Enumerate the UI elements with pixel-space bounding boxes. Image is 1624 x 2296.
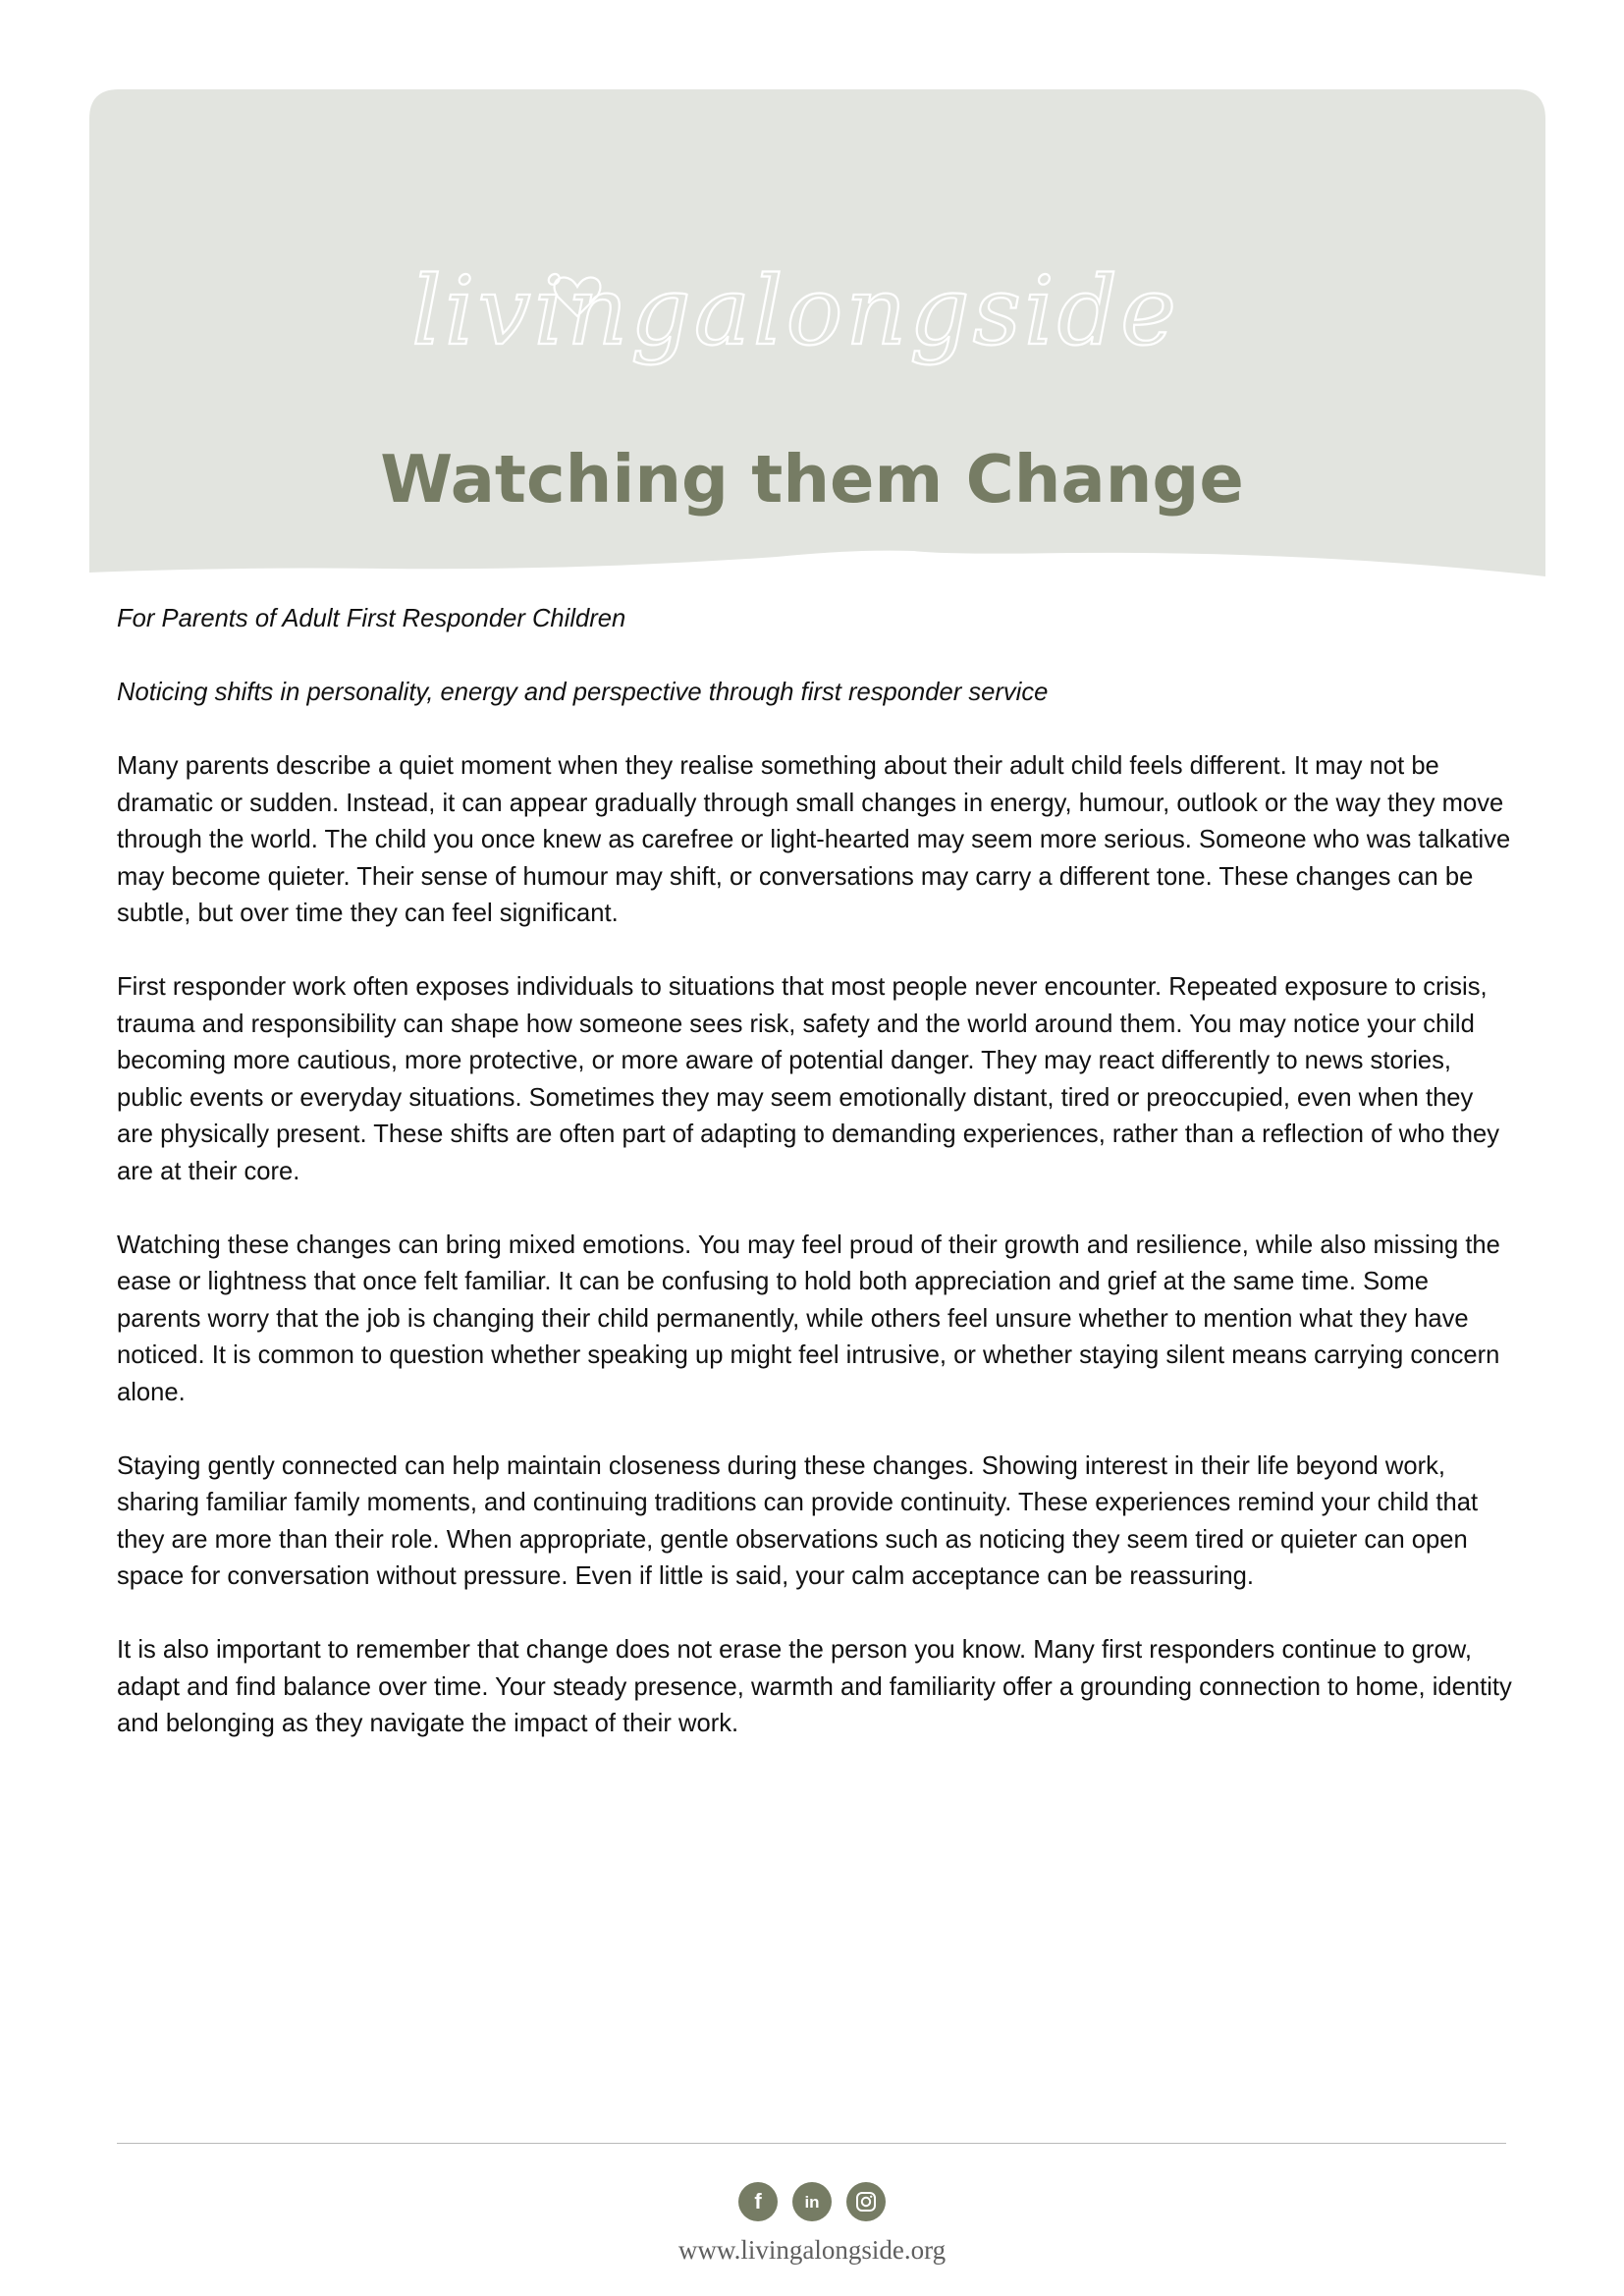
body-paragraph: Staying gently connected can help maintain closeness during these changes. Showing interest in their life beyond work, sharing familiar family moments, and continuing traditions can provide continuity. These experiences remind your child that they are more than their role. When appropriate, gentle observations such as noticing they seem tired or quieter can open space for conversation without pressure. Even if little is said, your calm acceptance can be reassuring. — [117, 1451, 1479, 1590]
document-tagline: Noticing shifts in personality, energy and perspective through first responder service — [117, 679, 1049, 706]
facebook-icon[interactable] — [738, 2182, 778, 2221]
linkedin-glyph: in — [804, 2192, 820, 2212]
page-title: Watching them Change — [380, 441, 1244, 518]
svg-text:livingalongside: livingalongside — [411, 256, 1179, 366]
body-paragraph: Many parents describe a quiet moment when they realise something about their adult child feels different. It may not be dramatic or sudden. Instead, it can appear gradually through small changes in energy, humour, outlook or the way they move through the world. The child you once knew as carefree or light-hearted may seem more serious. Someone who was talkative may become quieter. Their sense of humour may shift, or conversations may carry a different tone. These changes can be subtle, but over time they can feel significant. — [117, 752, 1511, 927]
body-paragraph: First responder work often exposes individuals to situations that most people never encounter. Repeated exposure to crisis, trauma and responsibility can shape how someone sees risk, safety and the world around them. You may notice your child becoming more cautious, more protective, or more aware of potential danger. They may react differently to news stories, public events or everyday situations. Sometimes they may seem emotionally distant, tired or preoccupied, even when they are physically present. These shifts are often part of adapting to demanding experiences, rather than a reflection of who they are at their core. — [117, 973, 1500, 1185]
body-paragraph: It is also important to remember that change does not erase the person you know. Many first responders continue to grow, adapt and find balance over time. Your steady presence, warmth and familiarity offer a grounding connection to home, identity and belonging as they navigate the impact of their work. — [117, 1636, 1512, 1737]
linkedin-icon[interactable] — [792, 2182, 832, 2221]
document-subtitle: For Parents of Adult First Responder Children — [117, 605, 626, 632]
body-paragraph: Watching these changes can bring mixed emotions. You may feel proud of their growth and resilience, while also missing the ease or lightness that once felt familiar. It can be confusing to hold both appreciation and grief at the same time. Some parents worry that the job is changing their child permanently, while others feel unsure whether to mention what they have noticed. It is common to question whether speaking up might feel intrusive, or whether staying silent means carrying concern alone. — [117, 1230, 1500, 1406]
facebook-glyph: f — [754, 2189, 762, 2214]
brand-logo — [0, 206, 1624, 422]
footer-divider — [117, 2143, 1506, 2144]
website-link[interactable]: www.livingalongside.org — [677, 2235, 947, 2265]
instagram-icon[interactable] — [846, 2182, 886, 2221]
social-links — [0, 2182, 1624, 2221]
document-body — [117, 601, 1516, 1779]
instagram-glyph — [855, 2191, 877, 2213]
